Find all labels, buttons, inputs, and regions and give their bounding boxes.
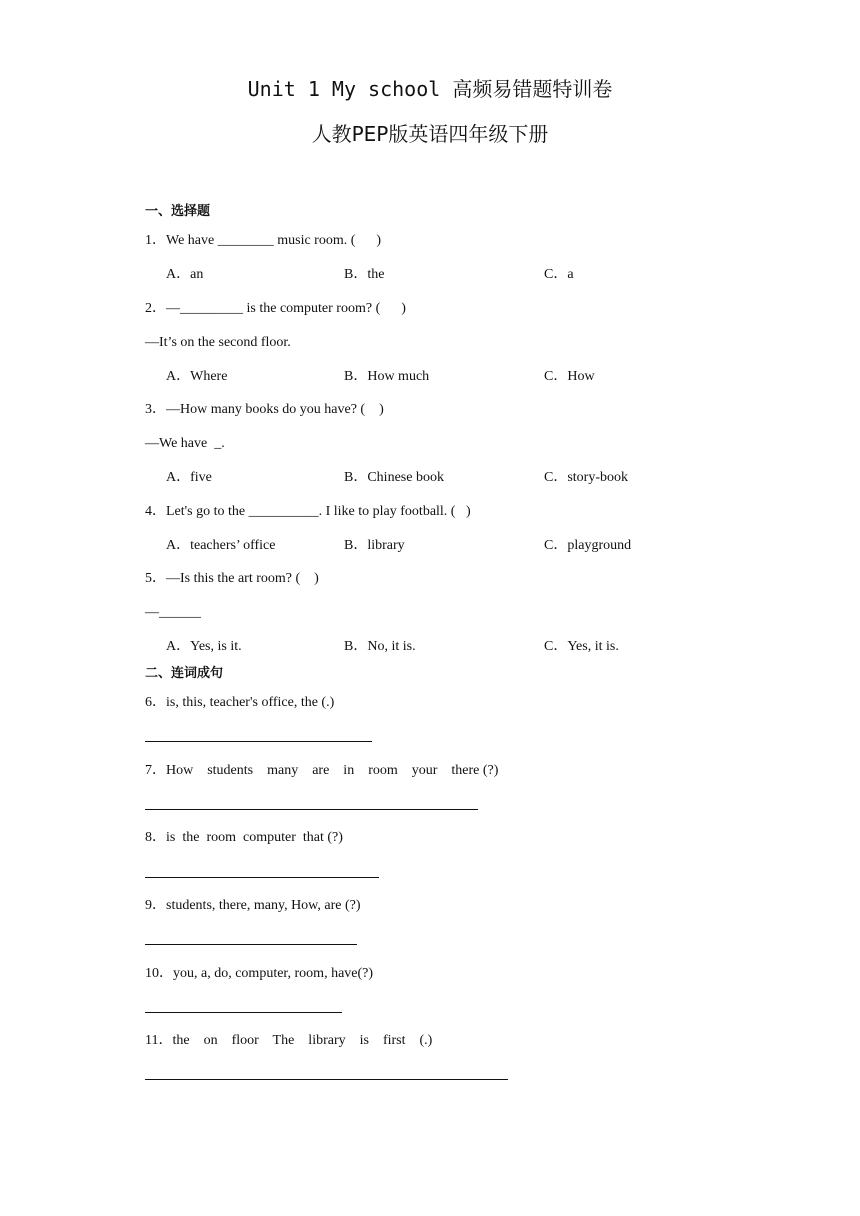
question-5-option-c: C．Yes, it is. [544,639,619,654]
question-4-option-a: A．teachers’ office [166,538,276,553]
answer-line-8 [145,877,379,878]
question-5-option-b: B．No, it is. [344,639,416,654]
question-5: 5．—Is this the art room? ( ) [145,571,319,586]
question-3-answer-line: —We have _. [145,436,225,451]
question-10: 10．you, a, do, computer, room, have(?) [145,966,374,981]
question-11: 11．the on floor The library is first (.) [145,1033,433,1048]
question-3-option-b: B．Chinese book [344,470,444,485]
section-heading-sentence-ordering: 二、连词成句 [145,666,224,681]
question-3: 3．—How many books do you have? ( ) [145,402,384,417]
answer-line-10 [145,1012,342,1013]
question-4-option-c: C．playground [544,538,632,553]
question-5-answer-line: —______ [145,605,201,620]
answer-line-11 [145,1079,508,1080]
question-2-option-c: C．How [544,369,595,384]
question-4-option-b: B．library [344,538,405,553]
question-1-option-c: C．a [544,267,574,282]
answer-line-9 [145,944,357,945]
question-2: 2．—_________ is the computer room? ( ) [145,301,406,316]
question-8: 8．is the room computer that (?) [145,830,343,845]
document-title: Unit 1 My school 高频易错题特训卷 [247,77,613,101]
question-3-option-c: C．story-book [544,470,628,485]
document-subtitle: 人教PEP版英语四年级下册 [311,122,549,146]
question-3-option-a: A．five [166,470,212,485]
answer-line-6 [145,741,372,742]
question-5-option-a: A．Yes, is it. [166,639,242,654]
question-2-option-a: A．Where [166,369,228,384]
question-1-option-b: B．the [344,267,385,282]
question-9: 9．students, there, many, How, are (?) [145,898,361,913]
question-2-option-b: B．How much [344,369,430,384]
question-4: 4．Let's go to the __________. I like to play football. ( ) [145,504,471,519]
question-1-option-a: A．an [166,267,204,282]
section-heading-multiple-choice: 一、选择题 [145,204,211,219]
question-2-answer-line: —It’s on the second floor. [145,335,291,350]
answer-line-7 [145,809,478,810]
question-7: 7．How students many are in room your there (?) [145,763,499,778]
question-6: 6．is, this, teacher's office, the (.) [145,695,335,710]
question-1: 1．We have ________ music room. ( ) [145,233,382,248]
